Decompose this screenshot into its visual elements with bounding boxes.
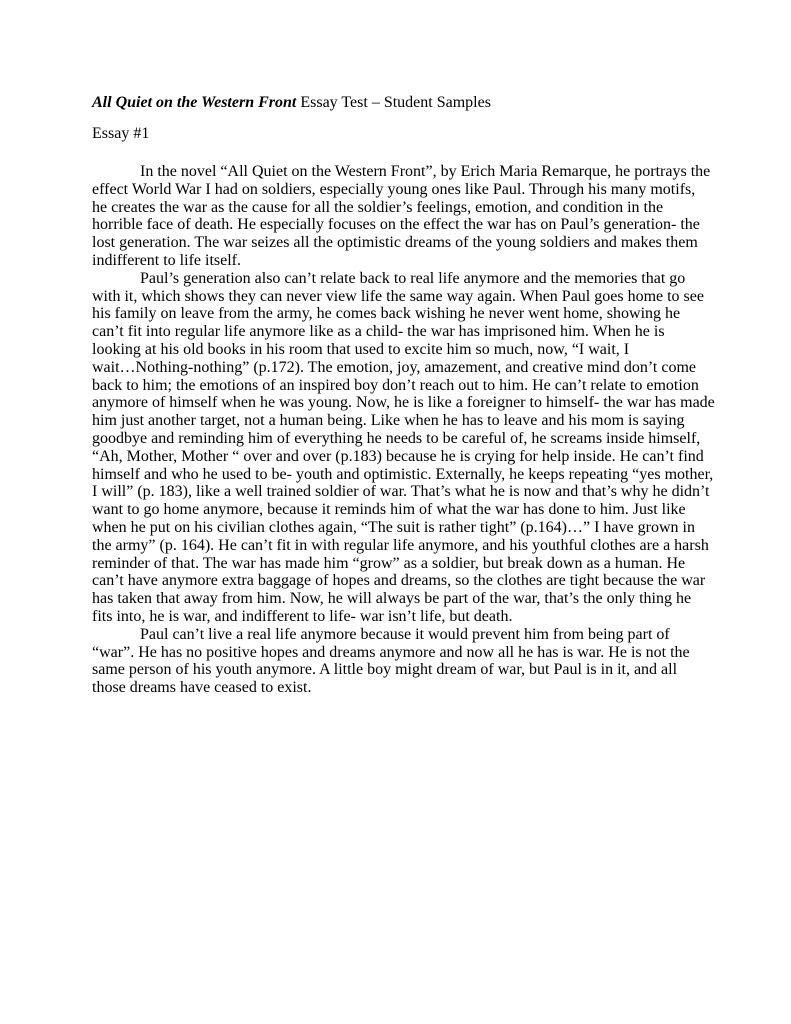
essay-line: Paul can’t live a real life anymore because it would prevent him from being part of bbox=[140, 625, 670, 643]
book-title: All Quiet on the Western Front bbox=[92, 94, 297, 111]
essay-line: want to go home anymore, because it reminds him of what the war has done to him. Just like bbox=[92, 501, 686, 519]
essay-line: I will” (p. 183), like a well trained soldier of war. That’s what he is now and that’s why he didn’t bbox=[92, 483, 710, 501]
essay-body bbox=[92, 163, 715, 697]
essay-line: has taken that away from him. Now, he will always be part of the war, that’s the only thing he bbox=[92, 590, 692, 608]
essay-line: can’t have anymore extra baggage of hopes and dreams, so the clothes are tight because the war bbox=[92, 572, 706, 590]
essay-line: looking at his old books in his room that used to excite him so much, now, “I wait, I bbox=[92, 340, 630, 358]
essay-line: back to him; the emotions of an inspired boy don’t reach out to him. He can’t relate to emotion bbox=[92, 376, 699, 394]
essay-line: the army” (p. 164). He can’t fit in with regular life anymore, and his youthful clothes are a harsh bbox=[92, 536, 709, 554]
essay-line: wait…Nothing-nothing” (p.172). The emotion, joy, amazement, and creative mind don’t come bbox=[92, 358, 696, 376]
essay-line: In the novel “All Quiet on the Western Front”, by Erich Maria Remarque, he portrays the bbox=[140, 163, 711, 180]
essay-line: with it, which shows they can never view life the same way again. When Paul goes home to see bbox=[92, 287, 704, 305]
essay-line: himself and who he used to be- youth and optimistic. Externally, he keeps repeating “yes mother, bbox=[92, 465, 714, 483]
essay-line: his family on leave from the army, he comes back wishing he never went home, showing he bbox=[92, 305, 681, 323]
essay-line: same person of his youth anymore. A little boy might dream of war, but Paul is in it, and all bbox=[92, 661, 678, 679]
title-suffix: Essay Test – Student Samples bbox=[296, 94, 491, 111]
essay-line: he creates the war as the cause for all the soldier’s feelings, emotion, and condition in the bbox=[92, 198, 664, 216]
essay-line: him just another target, not a human being. Like when he has to leave and his mom is saying bbox=[92, 412, 685, 430]
essay-line: fits into, he is war, and indifferent to life- war isn’t life, but death. bbox=[92, 607, 513, 625]
essay-line: lost generation. The war seizes all the optimistic dreams of the young soldiers and makes them bbox=[92, 234, 698, 252]
essay-line: reminder of that. The war has made him “grow” as a soldier, but break down as a human. He bbox=[92, 554, 686, 572]
essay-heading: Essay #1 bbox=[92, 125, 150, 142]
essay-line: anymore of himself when he was young. Now, he is like a foreigner to himself- the war has made bbox=[92, 394, 715, 412]
essay-line: “Ah, Mother, Mother “ over and over (p.183) because he is crying for help inside. He can’t find bbox=[92, 447, 704, 465]
essay-line: effect World War I had on soldiers, especially young ones like Paul. Through his many motifs, bbox=[92, 180, 696, 198]
essay-line: goodbye and reminding him of everything he needs to be careful of, he screams inside himself, bbox=[92, 429, 701, 447]
document-title bbox=[92, 94, 491, 112]
essay-line: indifferent to life itself. bbox=[92, 251, 241, 269]
essay-line: horrible face of death. He especially focuses on the effect the war has on Paul’s generation- the bbox=[92, 216, 700, 234]
essay-line: Paul’s generation also can’t relate back to real life anymore and the memories that go bbox=[140, 269, 686, 287]
essay-line: those dreams have ceased to exist. bbox=[92, 679, 312, 697]
essay-line: when he put on his civilian clothes again, “The suit is rather tight” (p.164)…” I have grown in bbox=[92, 518, 695, 536]
essay-line: “war”. He has no positive hopes and dreams anymore and now all he has is war. He is not the bbox=[92, 643, 690, 661]
essay-line: can’t fit into regular life anymore like as a child- the war has imprisoned him. When he is bbox=[92, 323, 665, 341]
